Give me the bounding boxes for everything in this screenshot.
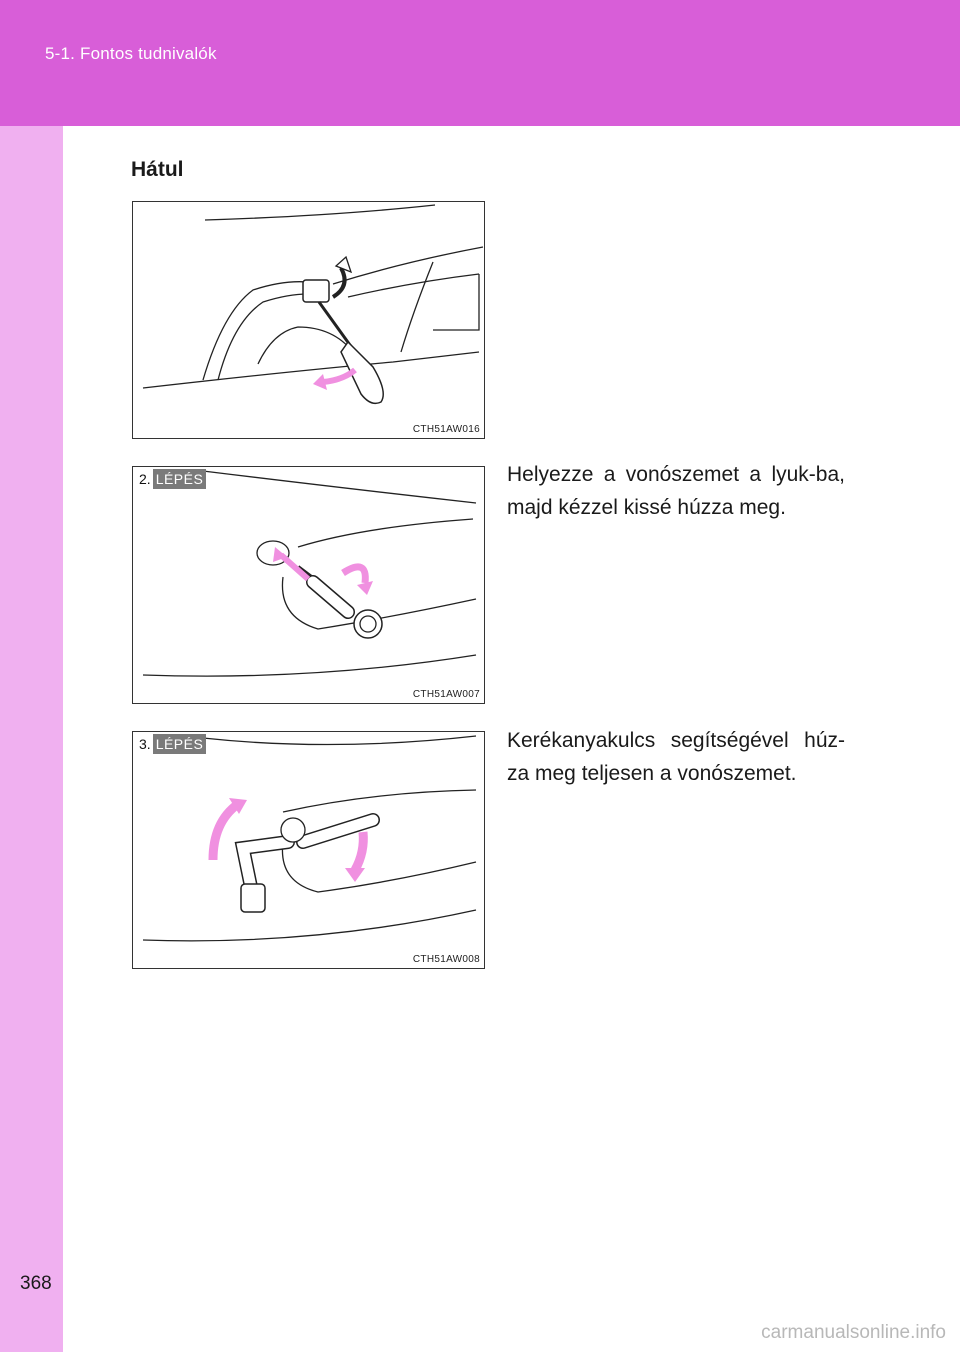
step-word: LÉPÉS [153, 469, 207, 489]
pink-rotate-arrow-icon [343, 567, 365, 583]
section-heading: Hátul [131, 158, 184, 181]
page-header [0, 0, 960, 126]
step-3-text: Kerékanyakulcs segítségével húz-za meg teljesen a vonószemet. [507, 729, 845, 785]
figure-rear-cover [132, 201, 485, 439]
pink-up-arrow-icon [213, 804, 238, 860]
figure-code: CTH51AW016 [412, 424, 480, 435]
chapter-title: 5-1. Fontos tudnivalók [45, 44, 217, 63]
figure-step-2 [132, 466, 485, 704]
pink-down-arrow-icon [355, 832, 363, 870]
step-number: 2. [135, 469, 153, 489]
step-2-text: Helyezze a vonószemet a lyuk-ba, majd kézzel kissé húzza meg. [507, 463, 845, 519]
illustration-insert-hook [133, 467, 486, 705]
page-number: 368 [20, 1273, 52, 1294]
side-strip [0, 126, 63, 1352]
step-number: 3. [135, 734, 153, 754]
pink-arrow-icon [281, 555, 308, 579]
step-word: LÉPÉS [153, 734, 207, 754]
illustration-screwdriver [133, 202, 486, 440]
figure-code: CTH51AW007 [412, 689, 480, 700]
illustration-tighten-hook [133, 732, 486, 970]
step-badge [135, 734, 206, 754]
step-badge [135, 469, 206, 489]
figure-code: CTH51AW008 [412, 954, 480, 965]
pink-arrow-icon [323, 370, 355, 382]
figure-step-3 [132, 731, 485, 969]
watermark: carmanualsonline.info [761, 1322, 946, 1343]
